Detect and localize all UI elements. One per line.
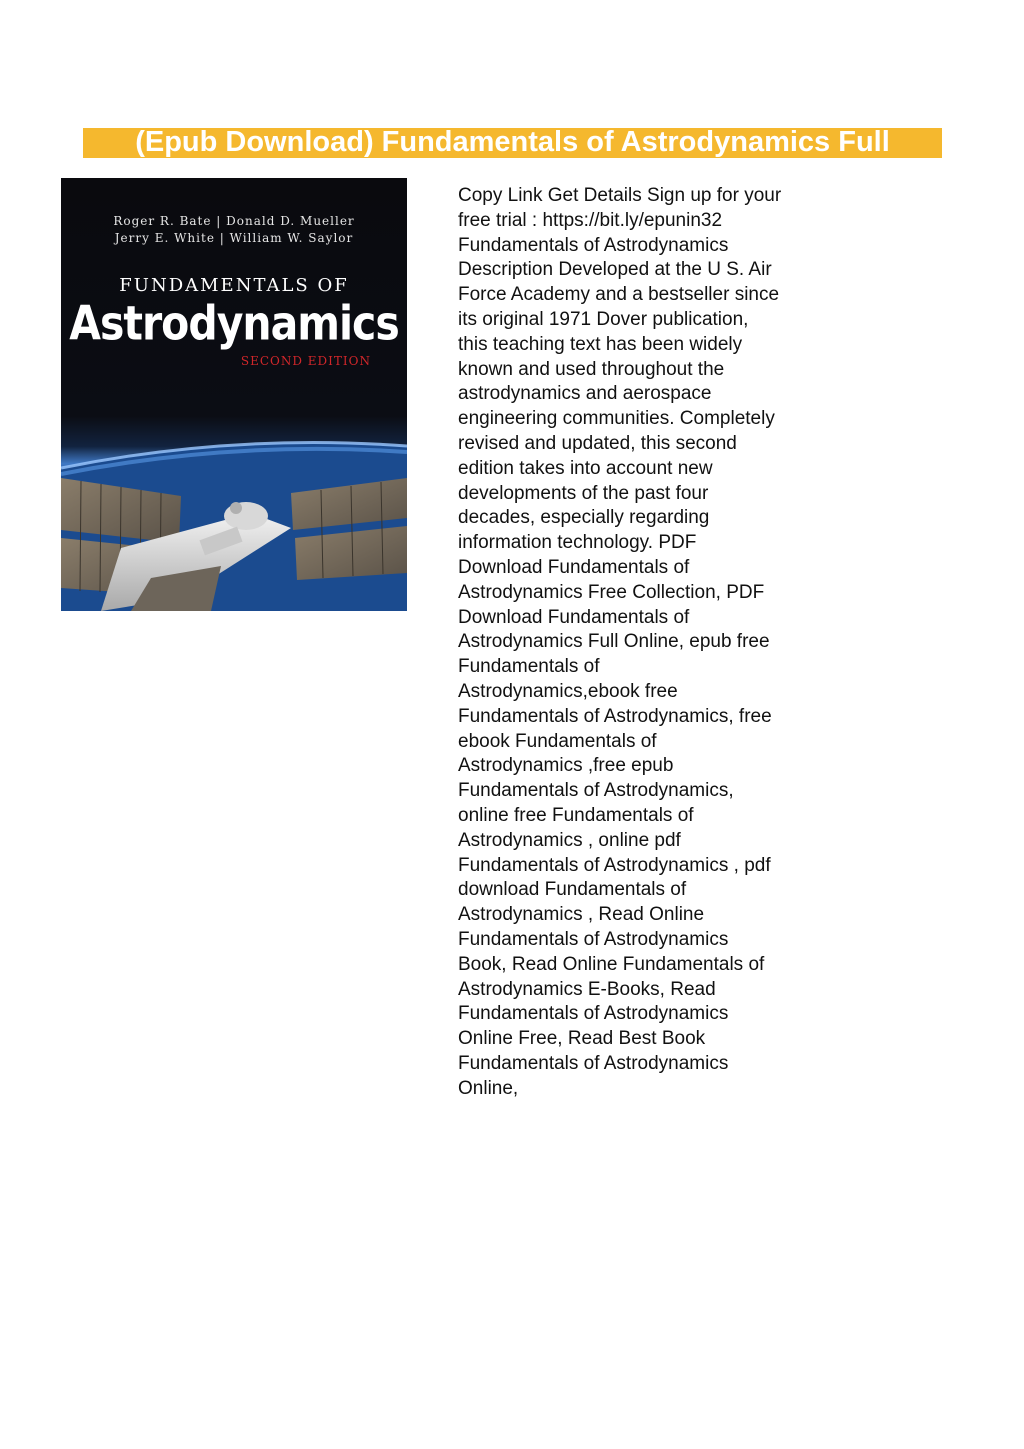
- cover-authors-line-1: Roger R. Bate | Donald D. Mueller: [113, 214, 355, 228]
- page-title: (Epub Download) Fundamentals of Astrodynamics Full: [135, 126, 890, 158]
- book-cover: [61, 178, 407, 611]
- cover-kicker: FUNDAMENTALS OF: [119, 275, 349, 296]
- cover-authors-line-2: Jerry E. White | William W. Saylor: [114, 231, 354, 245]
- cover-title: Astrodynamics: [69, 296, 399, 352]
- book-description: Copy Link Get Details Sign up for your free trial : https://bit.ly/epunin32 Fundamentals of Astrodynamics Description Developed at the U S. Air Force Academy and a bestseller since its original 1971 Dover publication, this teaching text has been widely known and used throughout the astrodynamics and aerospace engineering communities. Completely revised and updated, this second edition takes into account new developments of the past four decades, especially regarding information technology. PDF Download Fundamentals of Astrodynamics Free Collection, PDF Download Fundamentals of Astrodynamics Full Online, epub free Fundamentals of Astrodynamics,ebook free Fundamentals of Astrodynamics, free ebook Fundamentals of Astrodynamics ,free epub Fundamentals of Astrodynamics, online free Fundamentals of Astrodynamics , online pdf Fundamentals of Astrodynamics , pdf download Fundamentals of Astrodynamics , Read Online Fundamentals of Astrodynamics Book, Read Online Fundamentals of Astrodynamics E-Books, Read Fundamentals of Astrodynamics Online Free, Read Best Book Fundamentals of Astrodynamics Online,: [458, 185, 782, 1099]
- cover-edition: SECOND EDITION: [240, 354, 371, 368]
